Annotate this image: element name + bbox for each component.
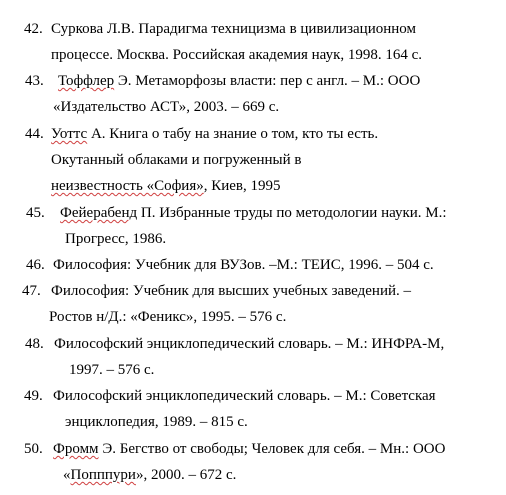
spellcheck-flagged-word: Попппури — [70, 467, 136, 483]
reference-text-line: Фромм Э. Бегство от свободы; Человек для себя. – Мн.: ООО — [53, 441, 446, 457]
reference-number: 43. — [25, 73, 44, 89]
spellcheck-flagged-word: Фромм — [53, 441, 99, 457]
reference-number: 48. — [25, 336, 44, 352]
spellcheck-flagged-word: неизвестность «София» — [51, 178, 204, 194]
reference-text-line: 1997. – 576 с. — [69, 362, 155, 378]
reference-text-line: Суркова Л.В. Парадигма техницизма в цивилизационном — [51, 21, 416, 37]
reference-text-line: «Попппури», 2000. – 672 с. — [63, 467, 237, 483]
reference-text-line: Философия: Учебник для ВУЗов. –М.: ТЕИС, 1996. – 504 с. — [53, 257, 434, 273]
reference-number: 45. — [26, 205, 45, 221]
reference-text-line: неизвестность «София», Киев, 1995 — [51, 178, 281, 194]
reference-number: 46. — [26, 257, 45, 273]
reference-text-line: Окутанный облаками и погруженный в — [51, 152, 302, 168]
reference-text-line: Ростов н/Д.: «Феникс», 1995. – 576 с. — [49, 309, 287, 325]
reference-number: 44. — [25, 126, 44, 142]
reference-text-line: Уоттс А. Книга о табу на знание о том, кто ты есть. — [51, 126, 379, 142]
spellcheck-flagged-word: Фейерабенд — [60, 205, 138, 221]
reference-number: 42. — [24, 21, 43, 37]
reference-number: 50. — [24, 441, 43, 457]
reference-text-line: Философский энциклопедический словарь. – М.: ИНФРА-М, — [54, 336, 445, 352]
spellcheck-flagged-word: Тоффлер — [58, 73, 115, 89]
reference-text-line: процессе. Москва. Российская академия наук, 1998. 164 с. — [51, 47, 423, 63]
reference-text-line: Философский энциклопедический словарь. – М.: Советская — [53, 388, 436, 404]
reference-number: 47. — [22, 283, 41, 299]
reference-number: 49. — [24, 388, 43, 404]
reference-text-line: «Издательство АСТ», 2003. – 669 с. — [53, 99, 280, 115]
reference-text-line: энциклопедия, 1989. – 815 с. — [65, 414, 248, 430]
spellcheck-flagged-word: Уоттс — [51, 126, 88, 142]
reference-text-line: Философия: Учебник для высших учебных заведений. – — [51, 283, 412, 299]
reference-text-line: Прогресс, 1986. — [65, 231, 167, 247]
reference-text-line: Фейерабенд П. Избранные труды по методологии науки. М.: — [60, 205, 447, 221]
reference-text-line: Тоффлер Э. Метаморфозы власти: пер с англ. – М.: ООО — [58, 73, 421, 89]
